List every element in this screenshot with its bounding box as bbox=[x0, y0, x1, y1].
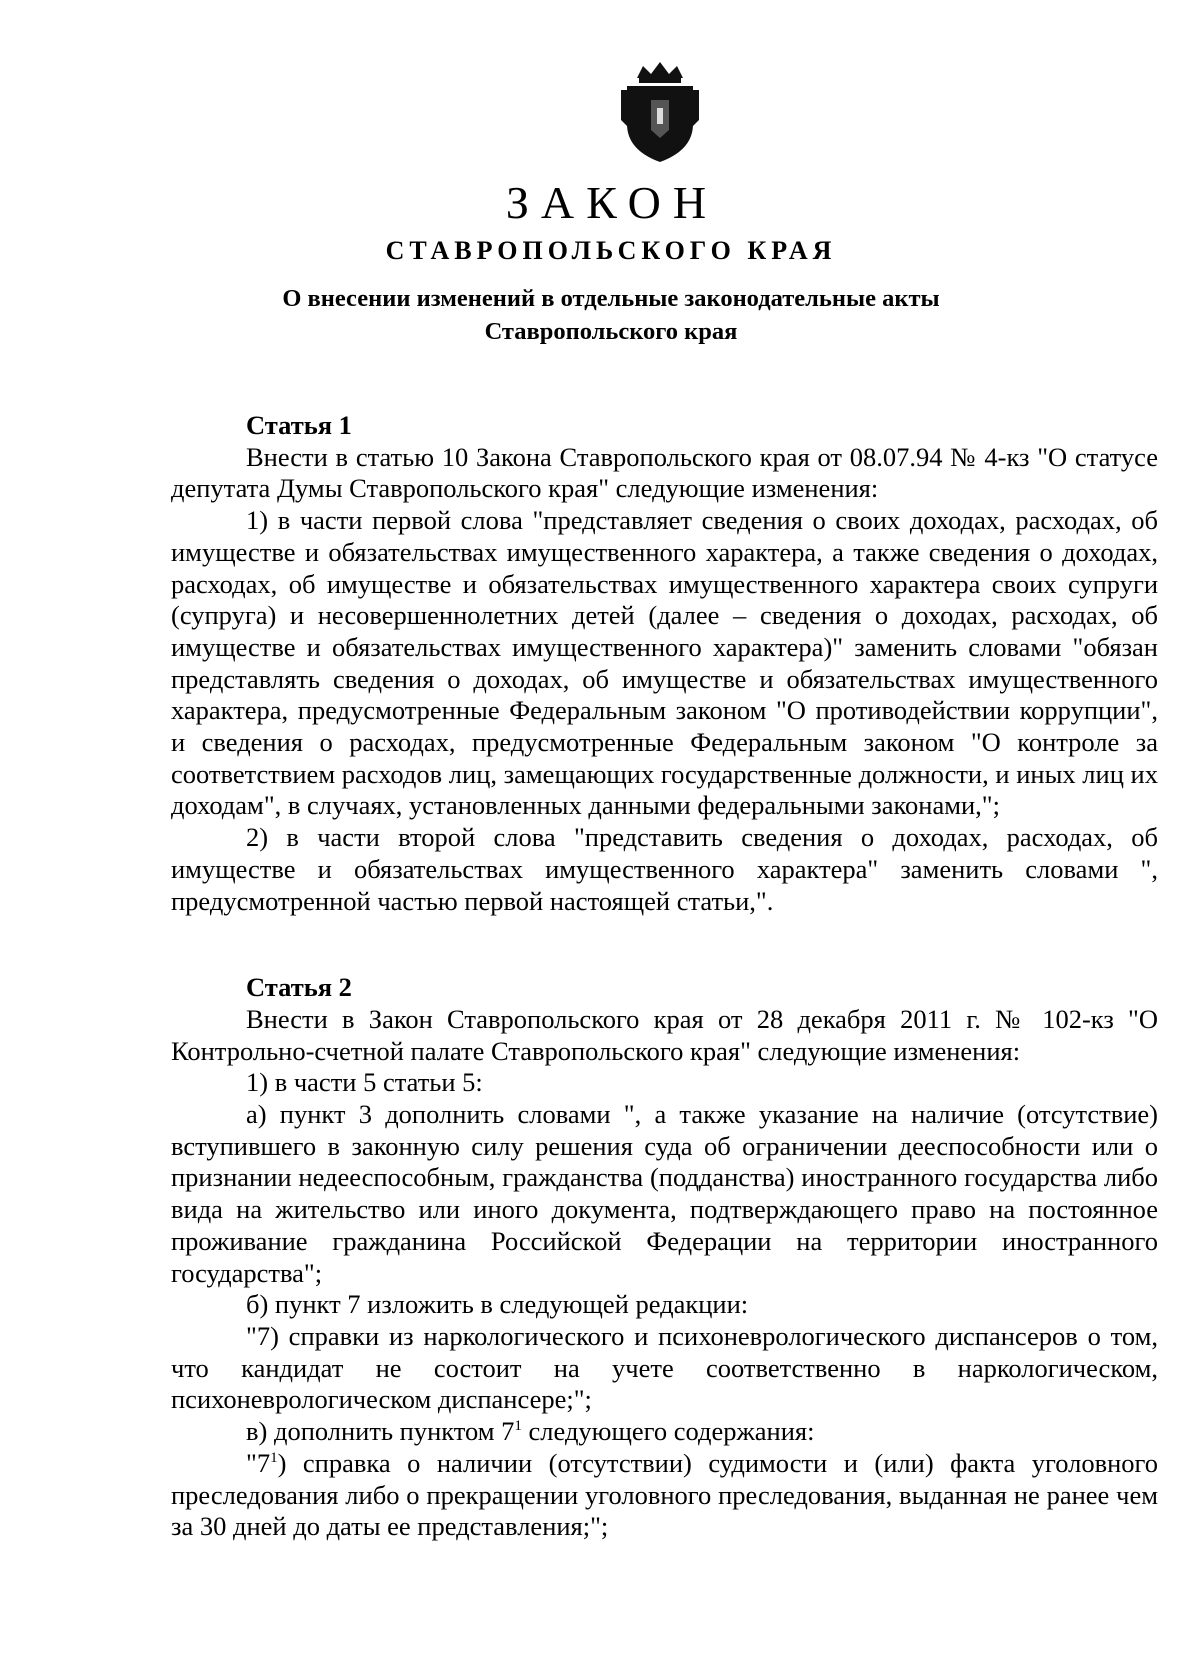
item-v-text-prefix: "7 bbox=[246, 1447, 271, 1478]
item-v-superscript: 1 bbox=[514, 1418, 522, 1435]
article-2-intro: Внести в Закон Ставропольского края от 28 декабря 2011 г. № 102-кз "О Контрольно-счетной палате Ставропольского края" следующие изменения: bbox=[171, 1003, 1158, 1066]
item-v-text-superscript: 1 bbox=[270, 1449, 278, 1466]
law-title bbox=[0, 282, 1200, 348]
document-type: ЗАКОН bbox=[505, 177, 719, 228]
article-1-heading: Статья 1 bbox=[246, 410, 352, 440]
coat-of-arms-icon bbox=[617, 60, 703, 164]
article-2-item-a: а) пункт 3 дополнить словами ", а также указание на наличие (отсутствие) вступившего в законную силу решения суда об ограничении дееспособности или о признании недееспособным, гражданства (подданства) иностранного государства либо вида на жительство или иного документа, подтверждающего право на постоянное проживание гражданина Российской Федерации на территории иностранного государства"; bbox=[171, 1099, 1158, 1288]
article-2-item-b-text: "7) справки из наркологического и психоневрологического диспансеров о том, что кандидат не состоит на учете соответственно в наркологическом, психоневрологическом диспансере;"; bbox=[171, 1320, 1158, 1415]
article-2-item-1: 1) в части 5 статьи 5: bbox=[246, 1067, 483, 1098]
item-v-text-body: ) справка о наличии (отсутствии) судимости и (или) факта уголовного преследования либо о прекращении уголовного преследования, выданная не ранее чем за 30 дней до даты ее представления;"; bbox=[171, 1447, 1158, 1542]
article-1-item-1: 1) в части первой слова "представляет сведения о своих доходах, расходах, об имуществе и обязательствах имущественного характера, а также сведения о доходах, расходах, об имуществе и обязательствах имущественного характера своих супруги (супруга) и несовершеннолетних детей (далее – сведения о доходах, расходах, об имуществе и обязательствах имущественного характера)" заменить словами "обязан представлять сведения о доходах, об имуществе и обязательствах имущественного характера, предусмотренные Федеральным законом "О противодействии коррупции", и сведения о расходах, предусмотренные Федеральным законом "О контроле за соответствием расходов лиц, замещающих государственные должности, и иных лиц их доходам", в случаях, установленных данными федеральными законами,"; bbox=[171, 505, 1158, 821]
article-1-intro: Внести в статью 10 Закона Ставропольского края от 08.07.94 № 4-кз "О статусе депутата Думы Ставропольского края" следующие изменения: bbox=[171, 441, 1158, 504]
item-v-prefix: в) дополнить пунктом 7 bbox=[246, 1416, 515, 1447]
law-title-line-1: О внесении изменений в отдельные законодательные акты bbox=[282, 285, 940, 312]
document-body bbox=[171, 410, 1158, 1543]
law-title-line-2: Ставропольского края bbox=[484, 318, 738, 345]
article-1-item-2: 2) в части второй слова "представить сведения о доходах, расходах, об имуществе и обязательствах имущественного характера" заменить словами ", предусмотренной частью первой настоящей статьи,". bbox=[171, 822, 1158, 916]
article-2-item-b: б) пункт 7 изложить в следующей редакции: bbox=[246, 1289, 749, 1320]
article-2-item-v-text bbox=[171, 1448, 1158, 1543]
article-2-item-v bbox=[171, 1416, 1158, 1448]
article-spacer bbox=[171, 917, 1158, 972]
article-2-heading: Статья 2 bbox=[246, 972, 352, 1003]
region-name: СТАВРОПОЛЬСКОГО КРАЯ bbox=[385, 236, 837, 265]
item-v-suffix: следующего содержания: bbox=[521, 1416, 815, 1447]
